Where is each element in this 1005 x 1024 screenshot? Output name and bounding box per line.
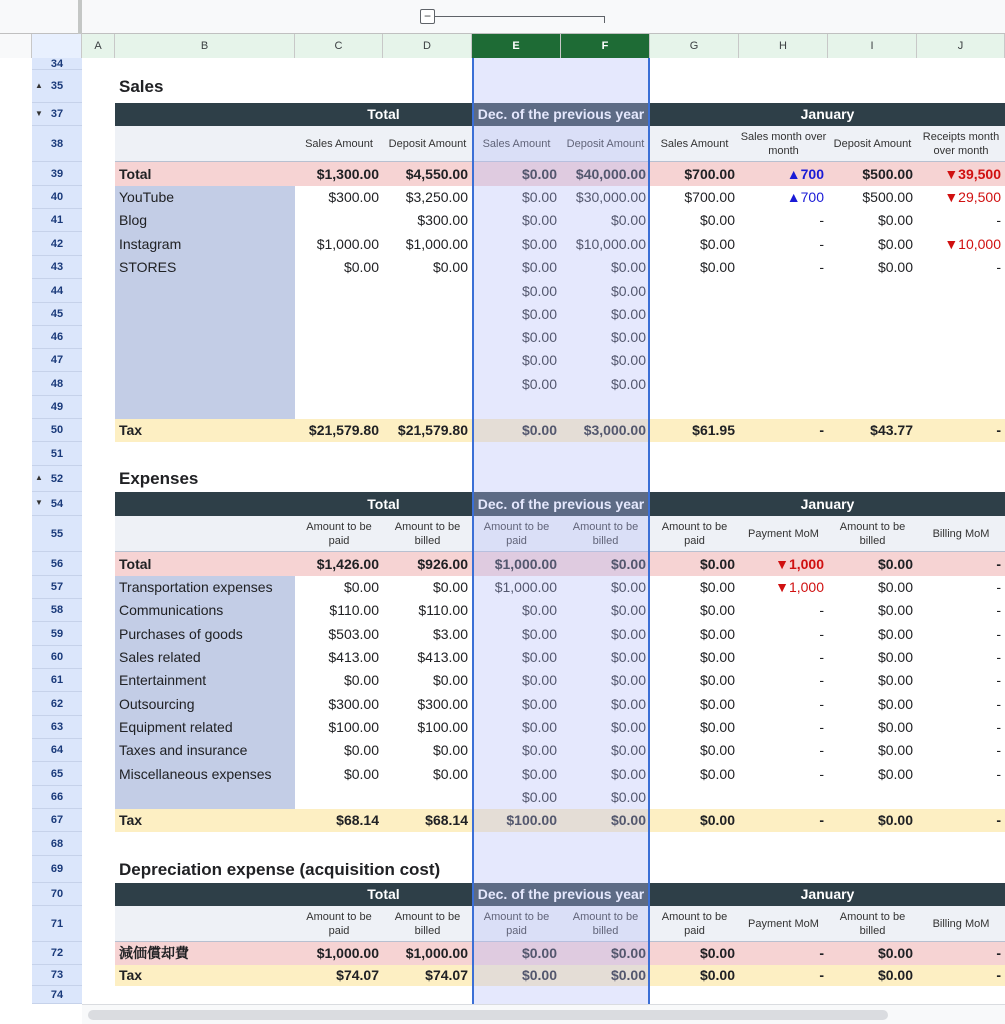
row-header-60[interactable]: 60	[32, 646, 82, 669]
row-header-38[interactable]: 38	[32, 126, 82, 162]
cell-e-exp-0: $1,000.00	[494, 556, 557, 572]
row-group-toggle-icon[interactable]: ▼	[35, 108, 43, 118]
cell-f-exp-8: $0.00	[610, 742, 646, 758]
row-header-74[interactable]: 74	[32, 986, 82, 1004]
cell-f-depr-0: $0.00	[610, 945, 646, 961]
subheader-g: Amount to be paid	[661, 521, 728, 547]
cell-e-exp-tax: $100.00	[506, 812, 557, 828]
group-bracket-end	[604, 16, 605, 23]
row-header-49[interactable]: 49	[32, 396, 82, 419]
cell-f-exp-5: $0.00	[610, 672, 646, 688]
column-header-e[interactable]: E	[472, 34, 561, 58]
cell-e-exp-9: $0.00	[521, 766, 557, 782]
cell-i-exp-4: $0.00	[877, 649, 913, 665]
cell-j-sales-1: ▼29,500	[944, 189, 1001, 205]
cell-g-exp-7: $0.00	[699, 719, 735, 735]
cell-c-sales-0: $1,300.00	[316, 166, 379, 182]
cell-e-empty: $0.00	[521, 376, 557, 392]
row-group-toggle-icon[interactable]: ▲	[35, 473, 43, 482]
row-header-45[interactable]: 45	[32, 303, 82, 326]
cell-g-exp-1: $0.00	[699, 579, 735, 595]
subheader-f: Amount to be billed	[572, 911, 639, 937]
row-group-toggle-icon[interactable]: ▲	[35, 80, 43, 90]
row-label-exp-9: Miscellaneous expenses	[119, 766, 272, 782]
cell-c-exp-7: $100.00	[328, 719, 379, 735]
subheader-d: Amount to be billed	[394, 521, 461, 547]
row-label-exp-8: Taxes and insurance	[119, 742, 248, 758]
row-header-65[interactable]: 65	[32, 762, 82, 786]
cell-j-depr-0: -	[996, 945, 1001, 961]
cell-g-exp-tax: $0.00	[699, 812, 735, 828]
cell-f-empty: $0.00	[610, 376, 646, 392]
cell-i-exp-3: $0.00	[877, 626, 913, 642]
select-all-corner[interactable]	[32, 34, 82, 58]
cell-h-exp-0: ▼1,000	[775, 556, 824, 572]
row-header-72[interactable]: 72	[32, 942, 82, 965]
cell-h-exp-8: -	[819, 742, 824, 758]
subheader-d: Amount to be billed	[394, 911, 461, 937]
cell-f-sales-4: $0.00	[610, 259, 646, 275]
row-group-gutter	[0, 58, 32, 1004]
column-header-c[interactable]: C	[295, 34, 383, 58]
cell-d-sales-3: $1,000.00	[405, 236, 468, 252]
row-header-43[interactable]: 43	[32, 256, 82, 279]
scrollbar-thumb[interactable]	[88, 1010, 888, 1020]
cell-h-exp-2: -	[819, 602, 824, 618]
row-header-66[interactable]: 66	[32, 786, 82, 809]
cell-e-exp-7: $0.00	[521, 719, 557, 735]
cell-g-sales-2: $0.00	[699, 212, 735, 228]
cell-i-exp-0: $0.00	[877, 556, 913, 572]
row-label-exp-tax: Tax	[119, 812, 143, 828]
cell-i-exp-1: $0.00	[877, 579, 913, 595]
cell-j-exp-1: -	[996, 579, 1001, 595]
row-label-exp-2: Communications	[119, 602, 224, 618]
cell-c-sales-2	[295, 209, 383, 232]
row-header-70[interactable]: 70	[32, 883, 82, 906]
cell-i-sales-1: $500.00	[862, 189, 913, 205]
cell-f-exp-3: $0.00	[610, 626, 646, 642]
cell-c-exp-3: $503.00	[328, 626, 379, 642]
cell-j-exp-5: -	[996, 672, 1001, 688]
cell-d-exp-1: $0.00	[432, 579, 468, 595]
row-header-35[interactable]: 35	[32, 70, 82, 103]
row-label-exp-3: Purchases of goods	[119, 626, 243, 642]
cell-h-sales-2: -	[819, 212, 824, 228]
header-january: January	[800, 106, 855, 122]
row-header-48[interactable]: 48	[32, 372, 82, 396]
cell-j-exp-0: -	[996, 556, 1001, 572]
cell-f-empty: $0.00	[610, 329, 646, 345]
cell-g-sales-0: $700.00	[684, 166, 735, 182]
subheader-e: Amount to be paid	[483, 521, 550, 547]
cell-g-sales-tax: $61.95	[692, 422, 735, 438]
cell-i-depr-0: $0.00	[877, 945, 913, 961]
cell-i-exp-5: $0.00	[877, 672, 913, 688]
row-label-exp-4: Sales related	[119, 649, 201, 665]
cell-d-exp-7: $100.00	[417, 719, 468, 735]
cell-i-sales-3: $0.00	[877, 236, 913, 252]
header-january: January	[800, 496, 855, 512]
depreciation-section-title: Depreciation expense (acquisition cost)	[119, 860, 441, 879]
cell-g-exp-4: $0.00	[699, 649, 735, 665]
cell-c-sales-1: $300.00	[328, 189, 379, 205]
row-header-68[interactable]: 68	[32, 832, 82, 856]
cell-e-sales-4: $0.00	[521, 259, 557, 275]
row-header-37[interactable]: 37	[32, 103, 82, 126]
cell-i-exp-tax: $0.00	[877, 812, 913, 828]
cell-d-exp-4: $413.00	[417, 649, 468, 665]
cell-h-depr-0: -	[819, 945, 824, 961]
header-prev-year: Dec. of the previous year	[477, 106, 645, 122]
cell-c-exp-5: $0.00	[343, 672, 379, 688]
cell-f-exp-2: $0.00	[610, 602, 646, 618]
cell-f-empty: $0.00	[610, 352, 646, 368]
cell-j-exp-4: -	[996, 649, 1001, 665]
row-label-sales-0: Total	[119, 166, 152, 182]
row-label-exp-7: Equipment related	[119, 719, 233, 735]
cell-j-exp-7: -	[996, 719, 1001, 735]
cell-d-exp-8: $0.00	[432, 742, 468, 758]
row-header-50[interactable]: 50	[32, 419, 82, 442]
cell-g-exp-3: $0.00	[699, 626, 735, 642]
row-header-69[interactable]: 69	[32, 856, 82, 883]
cell-f-sales-3: $10,000.00	[575, 236, 646, 252]
cell-e-exp-4: $0.00	[521, 649, 557, 665]
cell-e-exp-2: $0.00	[521, 602, 557, 618]
cell-i-exp-8: $0.00	[877, 742, 913, 758]
cell-d-sales-4: $0.00	[432, 259, 468, 275]
cell-d-exp-3: $3.00	[432, 626, 468, 642]
cell-i-sales-tax: $43.77	[870, 422, 913, 438]
cell-j-exp-9: -	[996, 766, 1001, 782]
cell-d-sales-0: $4,550.00	[405, 166, 468, 182]
cell-h-exp-1: ▼1,000	[775, 579, 824, 595]
cell-h-sales-tax: -	[819, 422, 824, 438]
row-header-61[interactable]: 61	[32, 669, 82, 692]
cell-d-exp-9: $0.00	[432, 766, 468, 782]
cell-c-exp-1: $0.00	[343, 579, 379, 595]
cell-d-exp-2: $110.00	[418, 602, 468, 618]
cell-i-exp-2: $0.00	[877, 602, 913, 618]
subheader-c: Sales Amount	[305, 138, 373, 150]
cell-c-sales-4: $0.00	[343, 259, 379, 275]
cell-g-depr-1: $0.00	[699, 967, 735, 983]
header-total: Total	[367, 886, 400, 902]
cell-d-depr-0: $1,000.00	[405, 945, 468, 961]
cell-i-sales-0: $500.00	[862, 166, 913, 182]
subheader-f: Deposit Amount	[566, 138, 645, 150]
row-header-59[interactable]: 59	[32, 622, 82, 646]
cell-h-exp-7: -	[819, 719, 824, 735]
subheader-h: Payment MoM	[748, 918, 819, 930]
cell-c-depr-0: $1,000.00	[316, 945, 379, 961]
cell-c-exp-9: $0.00	[343, 766, 379, 782]
subheader-g: Amount to be paid	[661, 911, 728, 937]
row-header-62[interactable]: 62	[32, 692, 82, 716]
cell-f-empty: $0.00	[610, 283, 646, 299]
row-header-58[interactable]: 58	[32, 599, 82, 622]
cell-j-sales-0: ▼39,500	[944, 166, 1001, 182]
cell-h-sales-0: ▲700	[786, 166, 824, 182]
cell-f-sales-0: $40,000.00	[575, 166, 646, 182]
cell-e-empty: $0.00	[521, 352, 557, 368]
row-header-47[interactable]: 47	[32, 349, 82, 372]
cell-g-sales-3: $0.00	[699, 236, 735, 252]
cell-i-sales-4: $0.00	[877, 259, 913, 275]
cell-j-exp-2: -	[996, 602, 1001, 618]
cell-e-exp-1: $1,000.00	[494, 579, 557, 595]
cell-i-sales-2: $0.00	[877, 212, 913, 228]
row-label-sales-4: STORES	[119, 259, 177, 275]
cell-c-exp-8: $0.00	[343, 742, 379, 758]
cell-f-exp-7: $0.00	[610, 719, 646, 735]
subheader-j: Billing MoM	[932, 918, 990, 930]
cell-f-exp-1: $0.00	[610, 579, 646, 595]
row-header-34[interactable]: 34	[32, 58, 82, 70]
cell-e-empty: $0.00	[521, 789, 557, 805]
cell-f-sales-1: $30,000.00	[575, 189, 646, 205]
cell-g-exp-2: $0.00	[699, 602, 735, 618]
cell-c-exp-6: $300.00	[328, 696, 379, 712]
cell-d-depr-1: $74.07	[425, 967, 468, 983]
cell-e-depr-1: $0.00	[521, 967, 557, 983]
cell-e-exp-8: $0.00	[521, 742, 557, 758]
column-header-a[interactable]: A	[82, 34, 115, 58]
cell-f-empty: $0.00	[610, 306, 646, 322]
cell-i-depr-1: $0.00	[877, 967, 913, 983]
subheader-c: Amount to be paid	[306, 521, 372, 547]
cell-h-exp-tax: -	[819, 812, 824, 828]
cell-f-exp-tax: $0.00	[610, 812, 646, 828]
cell-c-exp-4: $413.00	[328, 649, 379, 665]
cell-f-exp-4: $0.00	[610, 649, 646, 665]
cell-g-exp-8: $0.00	[699, 742, 735, 758]
cell-j-sales-4: -	[996, 259, 1001, 275]
cell-i-exp-6: $0.00	[877, 696, 913, 712]
cell-f-sales-2: $0.00	[610, 212, 646, 228]
cell-h-sales-3: -	[819, 236, 824, 252]
cell-i-exp-9: $0.00	[877, 766, 913, 782]
header-january: January	[800, 886, 855, 902]
cell-g-exp-5: $0.00	[699, 672, 735, 688]
row-label-depr-1: Tax	[119, 967, 143, 983]
cell-e-depr-0: $0.00	[521, 945, 557, 961]
cell-h-exp-5: -	[819, 672, 824, 688]
cell-e-exp-6: $0.00	[521, 696, 557, 712]
cell-c-depr-1: $74.07	[336, 967, 379, 983]
cell-e-sales-1: $0.00	[521, 189, 557, 205]
cell-e-empty: $0.00	[521, 306, 557, 322]
row-label-sales-3: Instagram	[119, 236, 182, 252]
subheader-c: Amount to be paid	[306, 911, 372, 937]
cell-c-sales-3: $1,000.00	[316, 236, 379, 252]
cell-e-sales-3: $0.00	[521, 236, 557, 252]
column-header-j[interactable]: J	[917, 34, 1005, 58]
cell-h-exp-9: -	[819, 766, 824, 782]
row-header-57[interactable]: 57	[32, 576, 82, 599]
group-bracket	[435, 16, 605, 17]
header-total: Total	[367, 496, 400, 512]
subheader-j: Billing MoM	[932, 528, 990, 540]
column-header-g[interactable]: G	[650, 34, 739, 58]
row-header-39[interactable]: 39	[32, 162, 82, 186]
row-header-73[interactable]: 73	[32, 965, 82, 986]
subheader-e: Amount to be paid	[483, 911, 550, 937]
cell-j-exp-6: -	[996, 696, 1001, 712]
cell-e-exp-3: $0.00	[521, 626, 557, 642]
subheader-i: Deposit Amount	[833, 138, 912, 150]
row-label-sales-tax: Tax	[119, 422, 143, 438]
cell-d-exp-5: $0.00	[432, 672, 468, 688]
row-label-exp-1: Transportation expenses	[119, 579, 273, 595]
subheader-h: Sales month over month	[740, 131, 827, 157]
cell-g-sales-4: $0.00	[699, 259, 735, 275]
cell-e-empty: $0.00	[521, 283, 557, 299]
cell-h-sales-4: -	[819, 259, 824, 275]
cell-f-empty: $0.00	[610, 789, 646, 805]
cell-f-sales-tax: $3,000.00	[583, 422, 646, 438]
column-header-i[interactable]: I	[828, 34, 917, 58]
cell-f-exp-6: $0.00	[610, 696, 646, 712]
cell-j-exp-8: -	[996, 742, 1001, 758]
header-prev-year: Dec. of the previous year	[477, 886, 645, 902]
row-header-55[interactable]: 55	[32, 516, 82, 552]
column-header-b[interactable]: B	[115, 34, 295, 58]
row-header-67[interactable]: 67	[32, 809, 82, 832]
cell-d-exp-6: $300.00	[417, 696, 468, 712]
cell-d-sales-tax: $21,579.80	[397, 422, 468, 438]
column-header-d[interactable]: D	[383, 34, 472, 58]
column-header-f[interactable]: F	[561, 34, 650, 58]
row-header-41[interactable]: 41	[32, 209, 82, 232]
cell-c-exp-2: $110.00	[329, 602, 379, 618]
row-header-52[interactable]: 52	[32, 466, 82, 492]
row-header-56[interactable]: 56	[32, 552, 82, 576]
cell-j-sales-tax: -	[996, 422, 1001, 438]
cell-d-sales-2: $300.00	[417, 212, 468, 228]
cell-h-sales-1: ▲700	[786, 189, 824, 205]
subheader-d: Deposit Amount	[388, 138, 467, 150]
cell-e-empty: $0.00	[521, 329, 557, 345]
cell-c-exp-tax: $68.14	[336, 812, 379, 828]
row-header-71[interactable]: 71	[32, 906, 82, 942]
cell-e-sales-tax: $0.00	[521, 422, 557, 438]
row-header-63[interactable]: 63	[32, 716, 82, 739]
cell-j-sales-3: ▼10,000	[944, 236, 1001, 252]
row-label-sales-1: YouTube	[119, 189, 175, 205]
cell-d-sales-1: $3,250.00	[405, 189, 468, 205]
cell-j-exp-3: -	[996, 626, 1001, 642]
row-header-44[interactable]: 44	[32, 279, 82, 303]
cell-g-exp-9: $0.00	[699, 766, 735, 782]
row-label-exp-6: Outsourcing	[119, 696, 195, 712]
row-header-40[interactable]: 40	[32, 186, 82, 209]
subheader-j: Receipts month over month	[922, 131, 1000, 157]
header-prev-year: Dec. of the previous year	[477, 496, 645, 512]
cell-c-exp-0: $1,426.00	[316, 556, 379, 572]
row-header-46[interactable]: 46	[32, 326, 82, 349]
cell-g-exp-0: $0.00	[699, 556, 735, 572]
row-label-depr-0: 減価償却費	[119, 945, 189, 961]
column-header-gap	[0, 34, 32, 58]
header-total: Total	[367, 106, 400, 122]
cell-f-depr-1: $0.00	[610, 967, 646, 983]
horizontal-scrollbar[interactable]	[82, 1004, 1005, 1024]
cell-i-exp-7: $0.00	[877, 719, 913, 735]
cell-g-sales-1: $700.00	[684, 189, 735, 205]
expenses-section-title: Expenses	[119, 469, 199, 488]
cell-h-exp-3: -	[819, 626, 824, 642]
cell-e-sales-0: $0.00	[521, 166, 557, 182]
row-label-sales-2: Blog	[119, 212, 148, 228]
row-header-54[interactable]: 54	[32, 492, 82, 516]
cell-j-exp-tax: -	[996, 812, 1001, 828]
cell-h-depr-1: -	[819, 967, 824, 983]
cell-e-exp-5: $0.00	[521, 672, 557, 688]
column-group-bar	[0, 0, 1005, 34]
row-header-51[interactable]: 51	[32, 442, 82, 466]
subheader-h: Payment MoM	[748, 528, 819, 540]
cell-f-exp-0: $0.00	[610, 556, 646, 572]
cell-f-exp-9: $0.00	[610, 766, 646, 782]
cell-d-exp-tax: $68.14	[425, 812, 468, 828]
cell-h-exp-4: -	[819, 649, 824, 665]
collapse-group-button[interactable]: −	[420, 9, 435, 24]
subheader-g: Sales Amount	[660, 138, 729, 150]
cell-g-depr-0: $0.00	[699, 945, 735, 961]
subheader-e: Sales Amount	[482, 138, 551, 150]
cell-c-sales-tax: $21,579.80	[308, 422, 379, 438]
row-header-64[interactable]: 64	[32, 739, 82, 762]
row-group-toggle-icon[interactable]: ▼	[35, 498, 43, 507]
cell-d-exp-0: $926.00	[417, 556, 468, 572]
column-header-h[interactable]: H	[739, 34, 828, 58]
cell-j-sales-2: -	[996, 212, 1001, 228]
subheader-i: Amount to be billed	[839, 911, 906, 937]
subheader-f: Amount to be billed	[572, 521, 639, 547]
row-label-exp-5: Entertainment	[119, 672, 207, 688]
cell-j-depr-1: -	[996, 967, 1001, 983]
cell-g-exp-6: $0.00	[699, 696, 735, 712]
row-label-exp-0: Total	[119, 556, 152, 572]
cell-h-exp-6: -	[819, 696, 824, 712]
cell-e-sales-2: $0.00	[521, 212, 557, 228]
sales-section-title: Sales	[119, 77, 164, 96]
subheader-i: Amount to be billed	[839, 521, 906, 547]
row-header-42[interactable]: 42	[32, 232, 82, 256]
